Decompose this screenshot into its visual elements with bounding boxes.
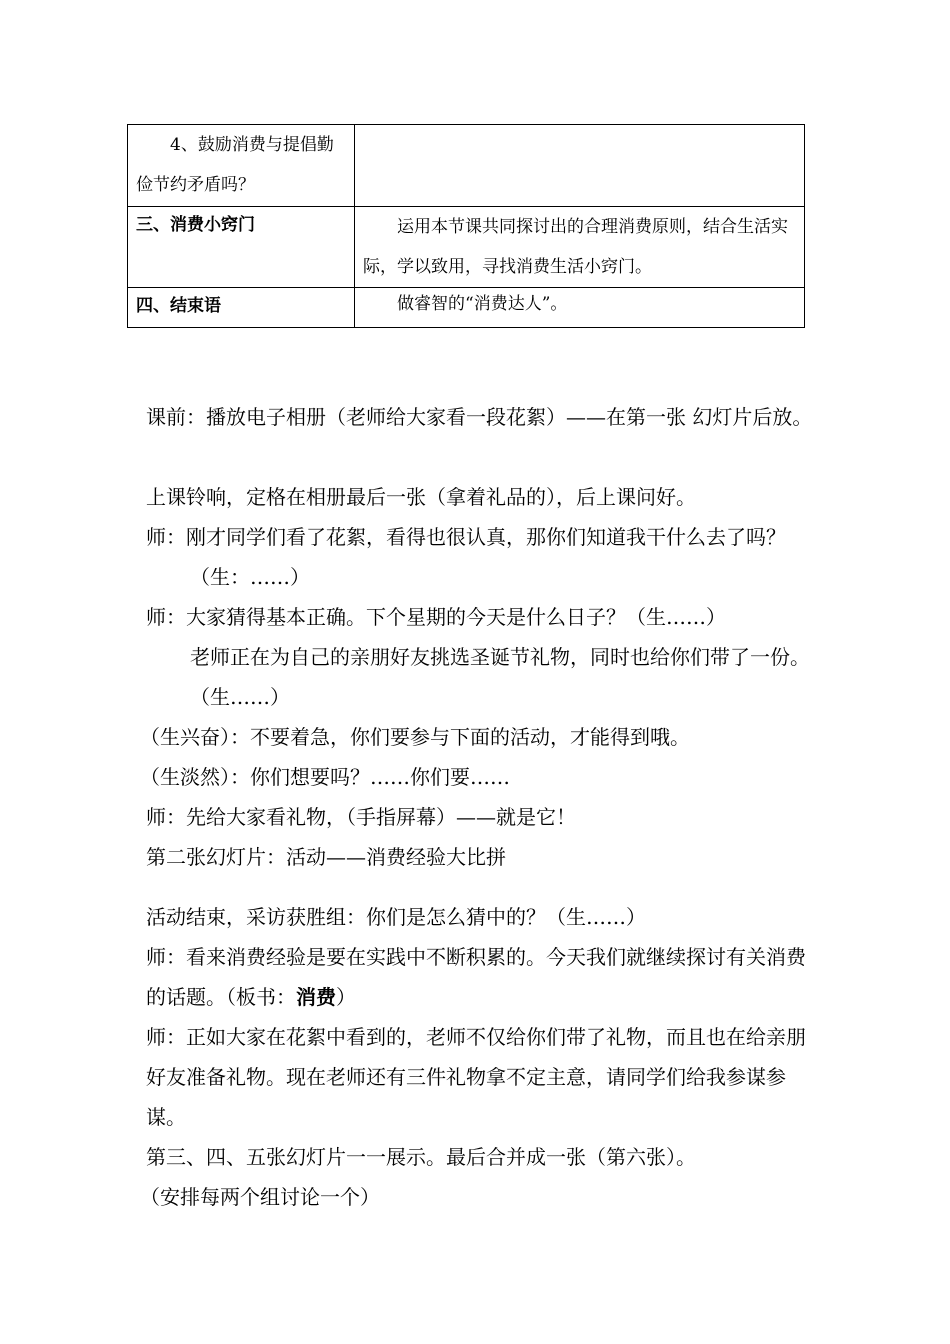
paragraph-teacher-1: 师：刚才同学们看了花絮，看得也很认真，那你们知道我干什么去了吗？（生：……） [146, 525, 786, 589]
paragraph-bell: 上课铃响，定格在相册最后一张（拿着礼品的），后上课问好。 [146, 485, 696, 509]
paragraph-text: ） [336, 985, 356, 1009]
table-cell-content [355, 125, 805, 207]
table-cell-step: 四、结束语 [128, 288, 355, 328]
table-cell-content: 做睿智的“消费达人”。 [355, 288, 805, 328]
paragraph-activity-end: 活动结束，采访获胜组：你们是怎么猜中的？（生……） [146, 905, 646, 929]
table-cell-step: 4、鼓励消费与提倡勤俭节约矛盾吗？ [128, 125, 355, 207]
board-writing: 消费 [296, 985, 336, 1009]
paragraph-teacher-4 [146, 937, 816, 1017]
table-row [128, 288, 805, 328]
table-cell-content: 运用本节课共同探讨出的合理消费原则，结合生活实际，学以致用，寻找消费生活小窍门。 [355, 207, 805, 288]
paragraph-arrangement: （安排每两个组讨论一个） [140, 1185, 380, 1209]
paragraph-text: 师：看来消费经验是要在实践中不断积累的。今天我们就继续探讨有关消费的话题。（板书： [146, 945, 806, 1009]
table-row [128, 207, 805, 288]
paragraph-slide-2: 第二张幻灯片：活动——消费经验大比拼 [146, 845, 506, 869]
lesson-plan-table [127, 124, 805, 328]
table-cell-step: 三、消费小窍门 [128, 207, 355, 288]
paragraph-teacher-2: 师：大家猜得基本正确。下个星期的今天是什么日子？（生……） [146, 605, 726, 629]
paragraph-student-excited: （生兴奋）：不要着急，你们要参与下面的活动，才能得到哦。 [140, 725, 690, 749]
paragraph-teacher-3: 师：先给大家看礼物，（手指屏幕）——就是它！ [146, 805, 576, 829]
paragraph-student-calm: （生淡然）：你们想要吗？……你们要…… [140, 765, 510, 789]
table-row [128, 125, 805, 207]
paragraph-before-class: 课前：播放电子相册（老师给大家看一段花絮）——在第一张 幻灯片后放。 [146, 405, 813, 429]
paragraph-teacher-5: 师：正如大家在花絮中看到的，老师不仅给你们带了礼物，而且也在给亲朋好友准备礼物。现在老师还有三件礼物拿不定主意，请同学们给我参谋参谋。 [146, 1025, 806, 1129]
paragraph-teacher-2-cont: 老师正在为自己的亲朋好友挑选圣诞节礼物，同时也给你们带了一份。（生……） [190, 645, 810, 709]
paragraph-slides-3-5: 第三、四、五张幻灯片一一展示。最后合并成一张（第六张）。 [146, 1145, 696, 1169]
